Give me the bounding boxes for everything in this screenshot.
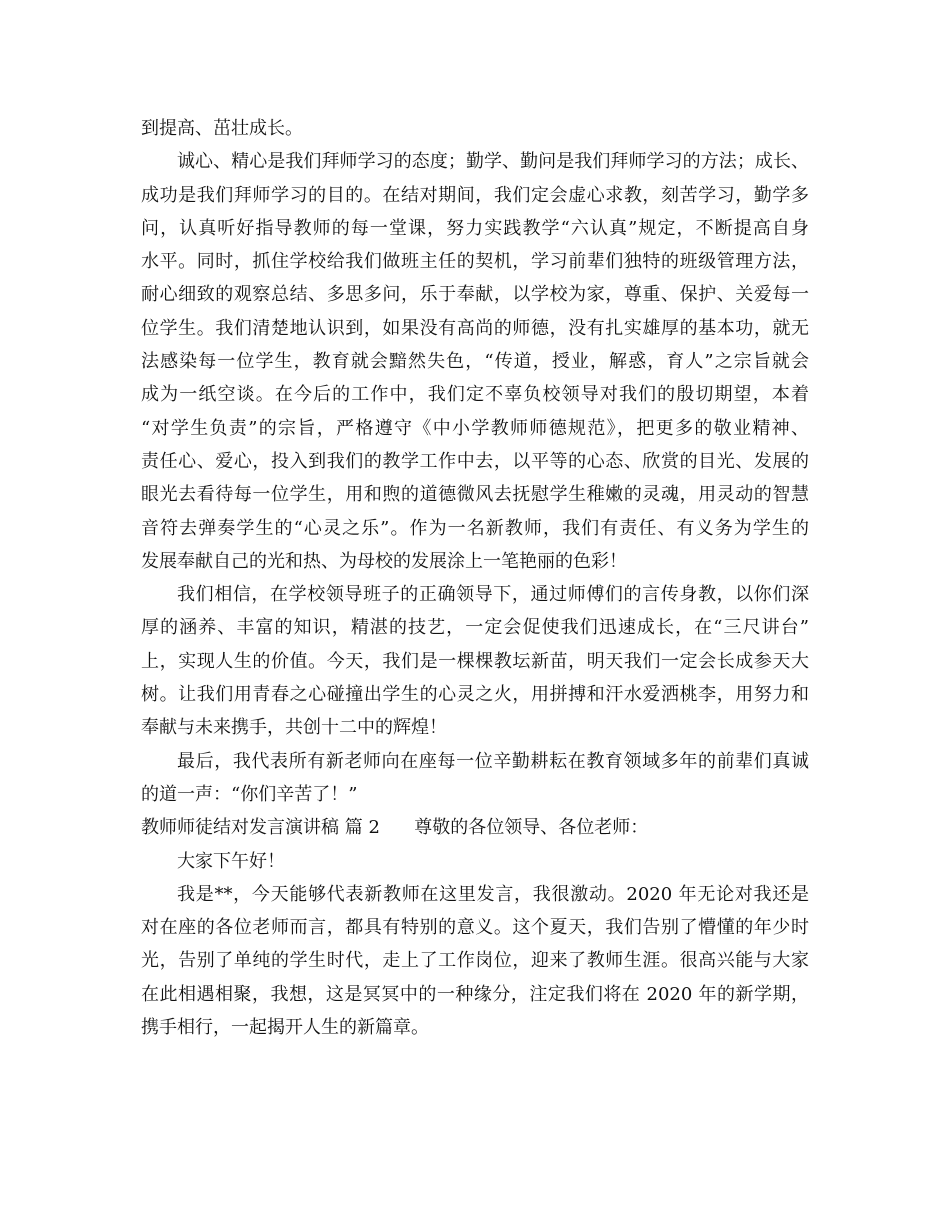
text-line: 发展奉献自己的光和热、为母校的发展涂上一笔艳丽的色彩！ xyxy=(141,550,627,572)
text-line: 眼光去看待每一位学生，用和煦的道德微风去抚慰学生稚嫩的灵魂，用灵动的智慧 xyxy=(141,484,809,506)
text-line: 在此相遇相聚，我想，这是冥冥中的一种缘分，注定我们将在 2020 年的新学期， xyxy=(141,983,809,1005)
text-line: 树。让我们用青春之心碰撞出学生的心灵之火，用拼搏和汗水爱洒桃李，用努力和 xyxy=(141,684,809,706)
text-line: 水平。同时，抓住学校给我们做班主任的契机，学习前辈们独特的班级管理方法， xyxy=(141,251,809,273)
text-line: 携手相行，一起揭开人生的新篇章。 xyxy=(141,1017,429,1039)
text-line: 到提高、茁壮成长。 xyxy=(141,118,303,139)
text-line: 我们相信，在学校领导班子的正确领导下，通过师傅们的言传身教，以你们深 xyxy=(177,584,809,606)
text-line: 奉献与未来携手，共创十二中的辉煌！ xyxy=(141,717,447,739)
text-line: 大家下午好！ xyxy=(177,850,285,872)
text-line: 厚的涵养、丰富的知识，精湛的技艺，一定会促使我们迅速成长，在“三尺讲台” xyxy=(141,617,809,639)
text-line: 我是**，今天能够代表新教师在这里发言，我很激动。2020 年无论对我还是 xyxy=(177,883,809,905)
text-line: 责任心、爱心，投入到我们的教学工作中去，以平等的心态、欣赏的目光、发展的 xyxy=(141,450,809,472)
text-line: 对在座的各位老师而言，都具有特别的意义。这个夏天，我们告别了懵懂的年少时 xyxy=(141,917,809,939)
text-line: 上，实现人生的价值。今天，我们是一棵棵教坛新苗，明天我们一定会长成参天大 xyxy=(141,650,809,672)
section-heading-line: 教师师徒结对发言演讲稿 篇 2 尊敬的各位领导、各位老师： xyxy=(141,817,649,839)
text-line: “对学生负责”的宗旨，严格遵守《中小学教师师德规范》，把更多的敬业精神、 xyxy=(141,417,809,439)
text-line: 音符去弹奏学生的“心灵之乐”。作为一名新教师，我们有责任、有义务为学生的 xyxy=(141,517,809,539)
text-line: 耐心细致的观察总结、多思多问，乐于奉献，以学校为家，尊重、保护、关爱每一 xyxy=(141,284,809,306)
text-line: 问，认真听好指导教师的每一堂课，努力实践教学“六认真”规定，不断提高自身 xyxy=(141,217,809,239)
text-line: 成为一纸空谈。在今后的工作中，我们定不辜负校领导对我们的殷切期望，本着 xyxy=(141,384,809,406)
document-body xyxy=(141,112,809,1044)
text-line: 法感染每一位学生，教育就会黯然失色，“传道，授业，解惑，育人”之宗旨就会 xyxy=(141,351,809,373)
text-line: 成功是我们拜师学习的目的。在结对期间，我们定会虚心求教，刻苦学习，勤学多 xyxy=(141,184,809,206)
text-line: 光，告别了单纯的学生时代，走上了工作岗位，迎来了教师生涯。很高兴能与大家 xyxy=(141,950,809,972)
text-line: 位学生。我们清楚地认识到，如果没有高尚的师德，没有扎实雄厚的基本功，就无 xyxy=(141,317,809,339)
text-line: 最后，我代表所有新老师向在座每一位辛勤耕耘在教育领域多年的前辈们真诚 xyxy=(177,750,809,772)
text-line: 诚心、精心是我们拜师学习的态度；勤学、勤问是我们拜师学习的方法；成长、 xyxy=(177,151,809,173)
text-line: 的道一声：“你们辛苦了！” xyxy=(141,783,358,805)
